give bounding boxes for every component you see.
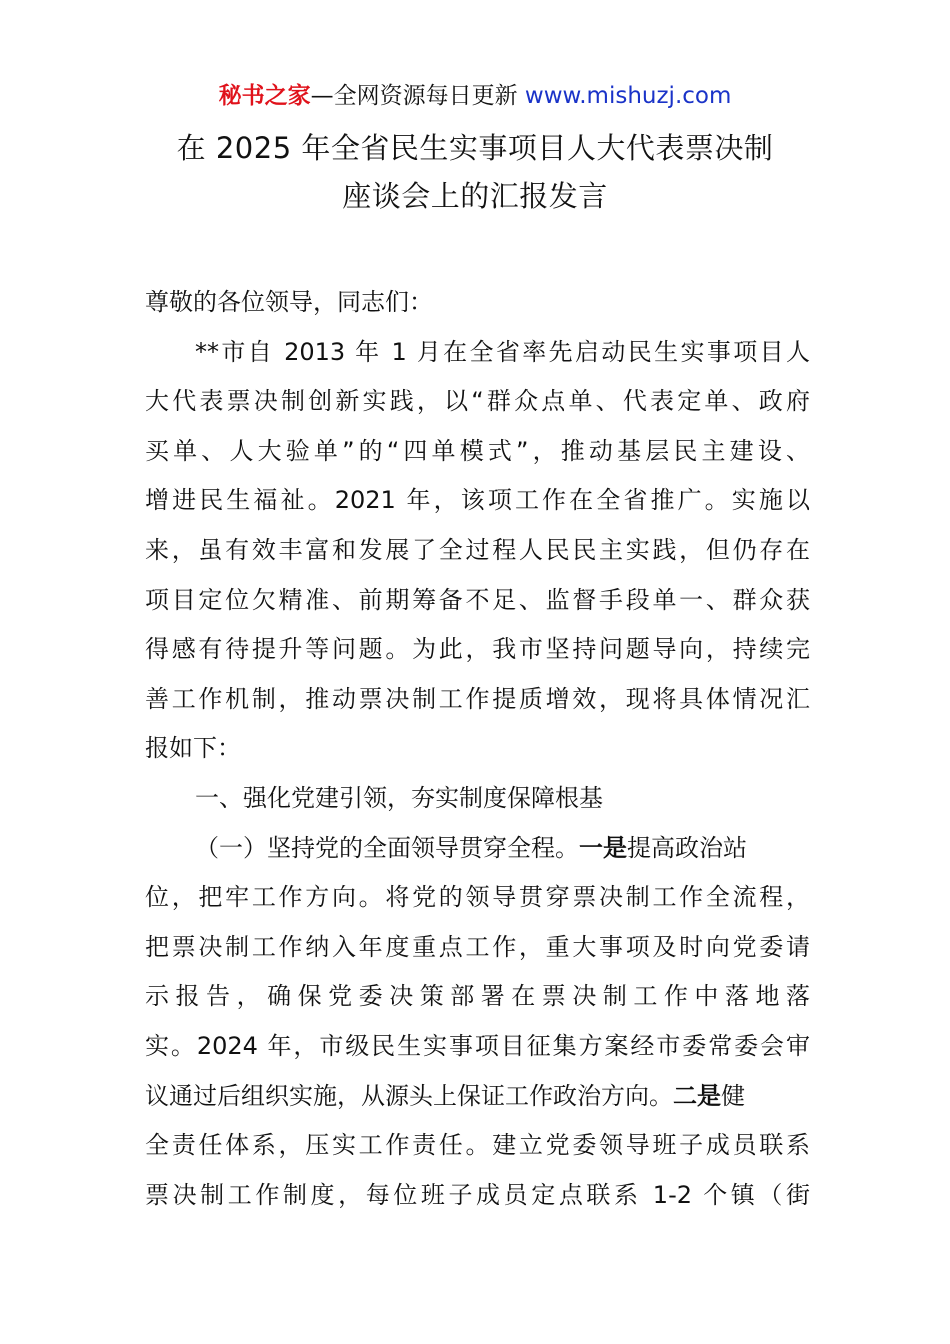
paragraph-line: 善工作机制，推动票决制工作提质增效，现将具体情况汇 — [145, 684, 810, 713]
paragraph-line: 位，把牢工作方向。将党的领导贯穿票决制工作全流程， — [145, 883, 810, 912]
paragraph-line: 买单、人大验单”的“四单模式”，推动基层民主建设、 — [145, 436, 810, 465]
paragraph-line: 全责任体系，压实工作责任。建立党委领导班子成员联系 — [145, 1131, 810, 1160]
subsection-heading: （一）坚持党的全面领导贯穿全程。 — [195, 833, 579, 862]
banner-tagline: —全网资源每日更新 — [310, 83, 525, 109]
section-heading: 一、强化党建引领，夯实制度保障根基 — [195, 783, 603, 812]
paragraph-line: 得感有待提升等问题。为此，我市坚持问题导向，持续完 — [145, 635, 810, 664]
paragraph-text: 健 — [721, 1081, 745, 1110]
document-body — [145, 278, 810, 1220]
emphasis-text: 一是 — [579, 833, 627, 862]
subsection-line — [145, 824, 810, 874]
paragraph-line: 大代表票决制创新实践，以“群众点单、代表定单、政府 — [145, 387, 810, 416]
paragraph-text: 提高政治站 — [627, 833, 747, 862]
emphasis-text: 二是 — [673, 1081, 721, 1110]
paragraph-line — [145, 1072, 810, 1122]
banner-site-link[interactable]: www.mishuzj.com — [524, 83, 732, 109]
paragraph-line: 示报告，确保党委决策部署在票决制工作中落地落 — [145, 982, 810, 1011]
paragraph-line: **市自 2013 年 1 月在全省率先启动民生实事项目人 — [195, 337, 810, 366]
paragraph-line: 票决制工作制度，每位班子成员定点联系 1-2 个镇（街 — [145, 1180, 810, 1209]
paragraph-line: 增进民生福祉。2021 年，该项工作在全省推广。实施以 — [145, 486, 810, 515]
paragraph-line: 把票决制工作纳入年度重点工作，重大事项及时向党委请 — [145, 932, 810, 961]
banner-brand: 秘书之家 — [218, 83, 311, 109]
paragraph-line: 项目定位欠精准、前期筹备不足、监督手段单一、群众获 — [145, 585, 810, 614]
paragraph-line: 来，虽有效丰富和发展了全过程人民民主实践，但仍存在 — [145, 535, 810, 564]
paragraph-text: 议通过后组织实施，从源头上保证工作政治方向。 — [145, 1081, 673, 1110]
document-title-line-1: 在 2025 年全省民生实事项目人大代表票决制 — [176, 131, 774, 165]
document-title-line-2: 座谈会上的汇报发言 — [342, 179, 608, 213]
paragraph-line: 实。2024 年，市级民生实事项目征集方案经市委常委会审 — [145, 1031, 810, 1060]
salutation: 尊敬的各位领导，同志们： — [145, 288, 433, 316]
site-banner — [0, 80, 950, 112]
paragraph-line: 报如下： — [145, 734, 241, 763]
